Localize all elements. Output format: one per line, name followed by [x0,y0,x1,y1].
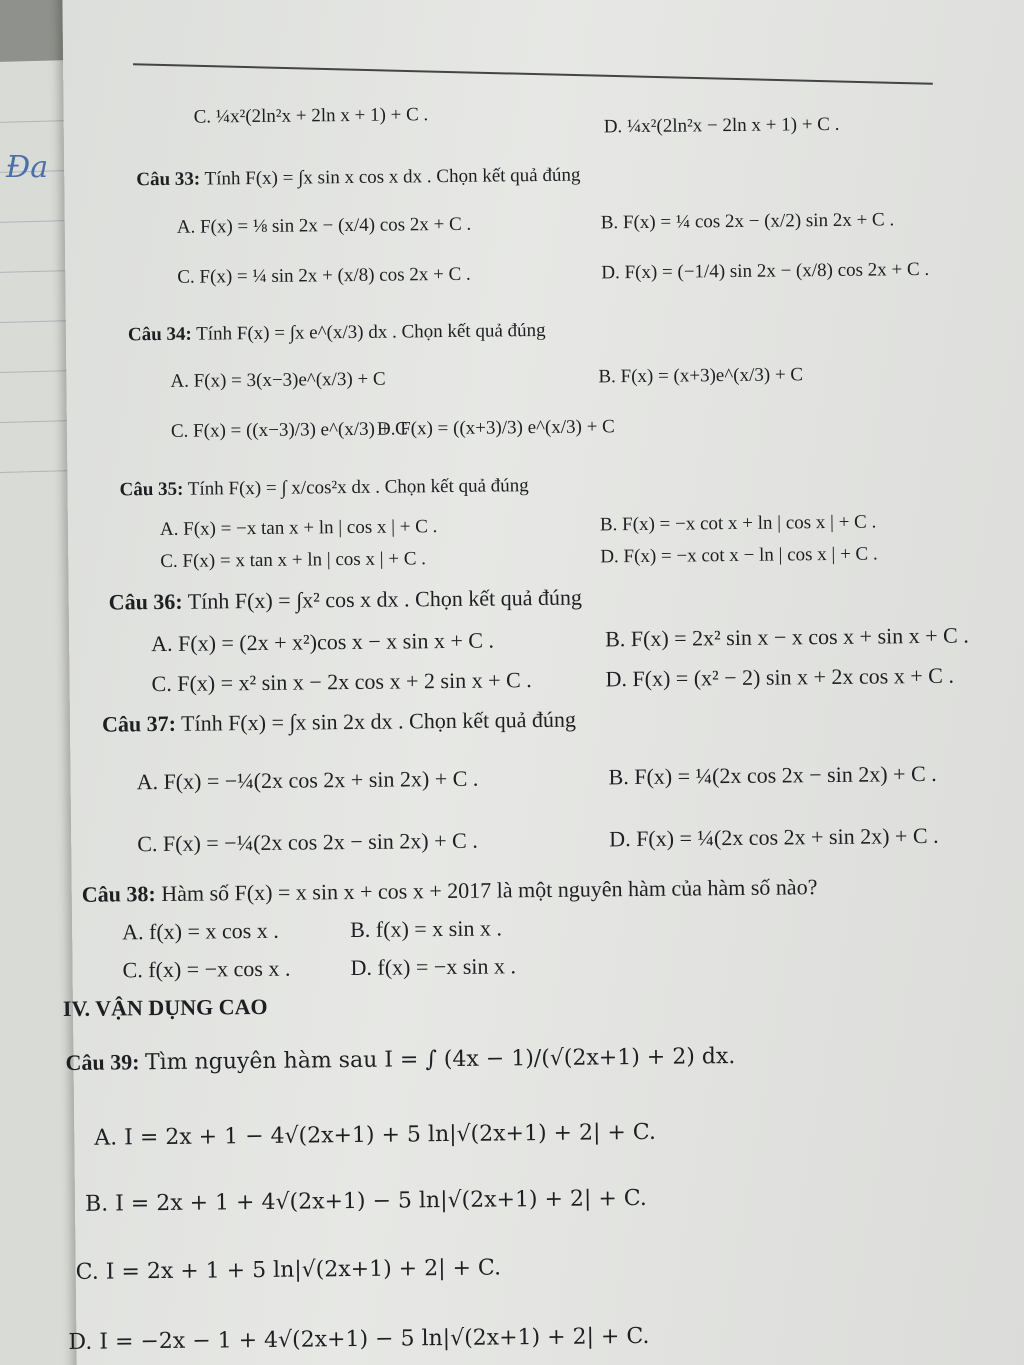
q39-option-c: C. I = 2x + 1 + 5 ln|√(2x+1) + 2| + C. [75,1255,502,1285]
q33-option-b: B. F(x) = ¼ cos 2x − (x/2) sin 2x + C . [600,209,895,234]
q34-label: Câu 34: [127,323,192,346]
q37-question [102,707,576,738]
q36-option-a: A. F(x) = (2x + x²)cos x − x sin x + C . [151,627,495,657]
top-rule [133,63,933,85]
q36-question [109,585,582,616]
q37-option-b: B. F(x) = ¼(2x cos 2x − sin 2x) + C . [608,760,937,790]
q38-option-a: A. f(x) = x cos x . [122,917,279,945]
q37-option-a: A. F(x) = −¼(2x cos 2x + sin 2x) + C . [136,765,479,795]
q39-question [65,1043,735,1076]
q33-label: Câu 33: [136,168,201,191]
q36-option-b: B. F(x) = 2x² sin x − x cos x + sin x + C . [605,622,969,652]
exam-sheet [62,0,1024,1365]
q33-option-c: C. F(x) = ¼ sin 2x + (x/8) cos 2x + C . [177,263,471,288]
q35-label: Câu 35: [119,478,184,501]
q36-option-c: C. F(x) = x² sin x − 2x cos x + 2 sin x + C . [151,667,532,697]
q33-stem: Tính F(x) = ∫x sin x cos x dx . Chọn kết quả đúng [204,164,581,190]
q39-stem: Tìm nguyên hàm sau I = ∫ (4x − 1)/(√(2x+1) + 2) dx. [144,1044,736,1076]
q38-stem: Hàm số F(x) = x sin x + cos x + 2017 là một nguyên hàm của hàm số nào? [161,874,818,907]
q32-option-d: D. ¼x²(2ln²x − 2ln x + 1) + C . [603,113,840,138]
q35-question [119,475,528,501]
q33-question [136,165,580,192]
q39-option-a: A. I = 2x + 1 − 4√(2x+1) + 5 ln|√(2x+1) + 2| + C. [94,1119,657,1151]
q33-option-d: D. F(x) = (−1/4) sin 2x − (x/8) cos 2x + C . [601,258,930,284]
q36-stem: Tính F(x) = ∫x² cos x dx . Chọn kết quả đúng [187,584,583,614]
q37-stem: Tính F(x) = ∫x sin 2x dx . Chọn kết quả đúng [180,706,577,736]
q38-option-d: D. f(x) = −x sin x . [350,953,517,981]
q39-option-b: B. I = 2x + 1 + 4√(2x+1) − 5 ln|√(2x+1) + 2| + C. [84,1185,647,1217]
q34-question [128,320,546,346]
q35-option-d: D. F(x) = −x cot x − ln | cos x | + C . [600,543,878,568]
q38-option-c: C. f(x) = −x cos x . [122,955,291,983]
q38-label: Câu 38: [81,881,156,907]
q37-option-d: D. F(x) = ¼(2x cos 2x + sin 2x) + C . [609,822,939,852]
q38-question [82,874,818,908]
q35-stem: Tính F(x) = ∫ x/cos²x dx . Chọn kết quả đúng [187,475,529,500]
q36-option-d: D. F(x) = (x² − 2) sin x + 2x cos x + C . [605,662,954,692]
q34-option-a: A. F(x) = 3(x−3)e^(x/3) + C [170,368,386,392]
handwritten-margin-note: Đa [6,150,49,185]
q39-label: Câu 39: [65,1049,140,1076]
q34-option-d: D. F(x) = ((x+3)/3) e^(x/3) + C [376,416,615,440]
q39-option-d: D. I = −2x − 1 + 4√(2x+1) − 5 ln|√(2x+1) + 2| + C. [68,1323,650,1356]
q37-option-c: C. F(x) = −¼(2x cos 2x − sin 2x) + C . [137,827,478,857]
q34-option-c: C. F(x) = ((x−3)/3) e^(x/3) + C [170,418,408,442]
q34-stem: Tính F(x) = ∫x e^(x/3) dx . Chọn kết quả đúng [196,319,546,345]
q35-option-c: C. F(x) = x tan x + ln | cos x | + C . [160,548,427,573]
q37-label: Câu 37: [101,710,177,737]
q36-label: Câu 36: [108,588,183,615]
q38-option-b: B. f(x) = x sin x . [350,915,503,943]
q35-option-a: A. F(x) = −x tan x + ln | cos x | + C . [159,516,438,541]
section-heading: IV. VẬN DỤNG CAO [62,993,268,1022]
q33-option-a: A. F(x) = ⅛ sin 2x − (x/4) cos 2x + C . [176,213,472,238]
q32-option-c: C. ¼x²(2ln²x + 2ln x + 1) + C . [193,104,429,128]
q34-option-b: B. F(x) = (x+3)e^(x/3) + C [598,364,804,388]
q35-option-b: B. F(x) = −x cot x + ln | cos x | + C . [599,511,877,536]
